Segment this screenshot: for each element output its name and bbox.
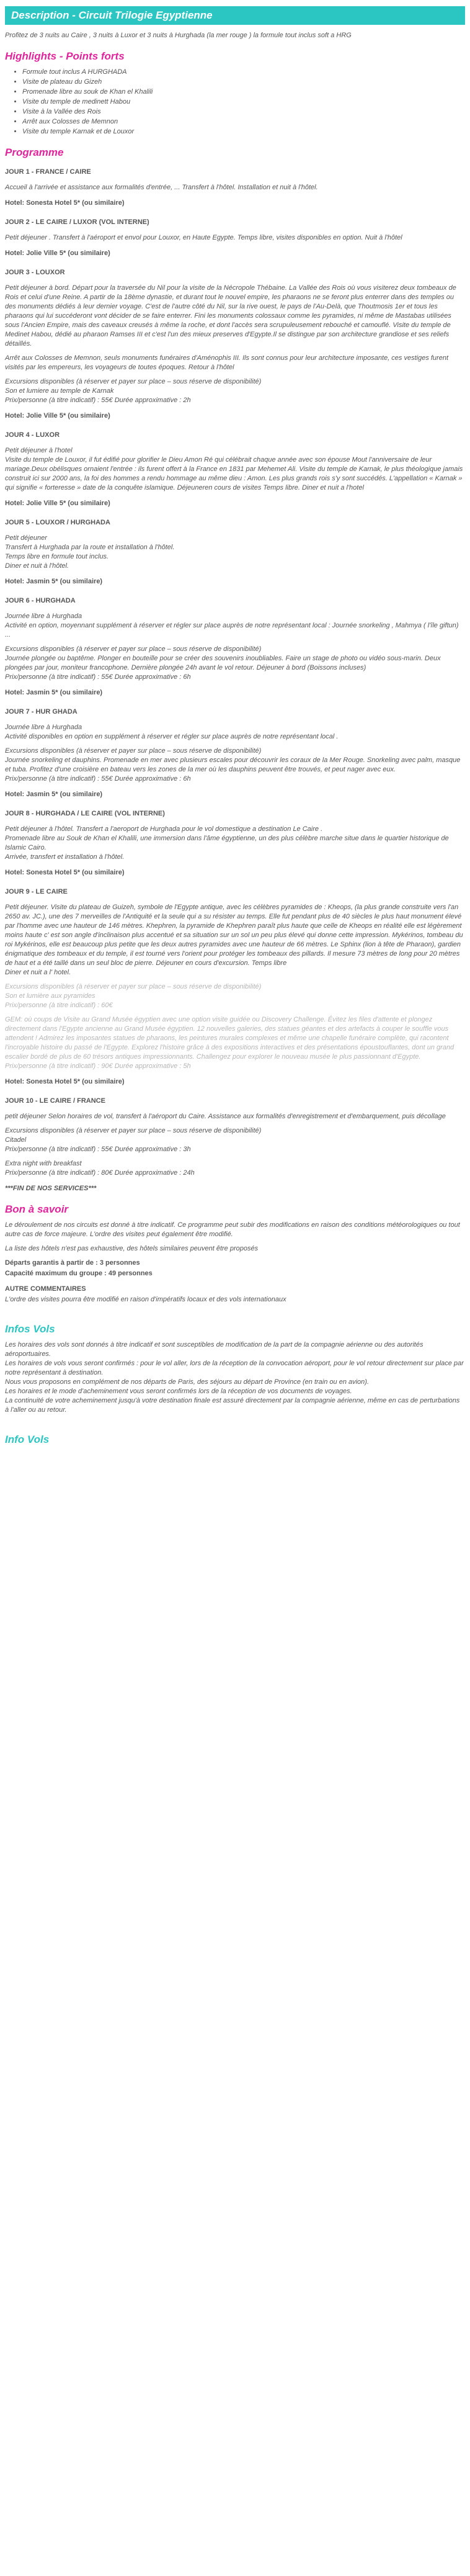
faded-excursion: Excursions disponibles (à réserver et payer sur place – sous réserve de disponibilité) Son et lumière aux pyramides Prix/personne (à titre indicatif) : 60€ — [5, 983, 262, 1009]
day-paragraph: Journée libre à Hurghada Activité en option, moyennant supplément à réserver et régler sur place auprès de notre représentant local : Journée snorkeling , Mahmya ( l'île giftun) ... — [5, 613, 459, 639]
day-title: JOUR 10 - LE CAIRE / FRANCE — [5, 1097, 105, 1105]
day-hotel: Hotel: Jolie Ville 5* (ou similaire) — [5, 249, 110, 257]
programme-day — [5, 707, 465, 799]
day-hotel: Hotel: Jolie Ville 5* (ou similaire) — [5, 500, 110, 507]
day-paragraph: Excursions disponibles (à réserver et payer sur place – sous réserve de disponibilité) Son et lumiere au temple de Karnak Prix/personne (à titre indicatif) : 55€ Durée approximative : 2h — [5, 378, 262, 404]
day-paragraph: Excursions disponibles (à réserver et payer sur place – sous réserve de disponibilité) Citadel Prix/personne (à titre indicatif) : 55€ Durée approximative : 3h — [5, 1127, 262, 1153]
day-title: JOUR 4 - LUXOR — [5, 431, 60, 439]
list-item: • Formule tout inclus A HURGHADA — [22, 68, 465, 77]
list-item: • Arrêt aux Colosses de Memnon — [22, 117, 465, 127]
day-paragraph: Extra night with breakfast Prix/personne (à titre indicatif) : 80€ Durée approximative : 24h — [5, 1160, 195, 1177]
infos-vols-text: Les horaires des vols sont donnés à titre indicatif et sont susceptibles de modification de la part de la compagnie aérienne ou des autorités aéroportuaires. Les horaires de vols vous seront confirmés : pour le vol aller, lors de la réception de la convocation aéroport, pour le vol retour directement sur place par notre représentant à destination. Nous vous proposons en complément de nos départs de Paris, des séjours au départ de Province (en train ou en avion). Les horaires et le mode d'acheminement vous seront confirmés lors de la réception de vos documents de voyages. La continuité de votre acheminement jusqu'à votre destination finale est assuré directement par la compagnie aérienne, même en cas de perturbations à l'aller ou au retour. — [5, 1341, 464, 1414]
day-paragraph: Excursions disponibles (à réserver et payer sur place – sous réserve de disponibilité) Journée plongée ou baptême. Plonger en bouteille pour se créer des souvenirs inoubliables. Faire un stage de photo ou vidéo sous-marin. Deux plongées par jour, moniteur francophone. Dernière plongée 24h avant le vol retour. Déjeuner à bord (Boissons incluses) Prix/personne (à titre indicatif) : 55€ Durée approximative : 6h — [5, 645, 441, 681]
day-title: JOUR 1 - FRANCE / CAIRE — [5, 168, 91, 176]
programme-heading: Programme — [5, 146, 64, 158]
list-item: • Promenade libre au souk de Khan el Khalili — [22, 88, 465, 97]
day-title: JOUR 7 - HUR GHADA — [5, 708, 78, 716]
day-hotel: Hotel: Jasmin 5* (ou similaire) — [5, 578, 103, 585]
highlights-list — [5, 68, 465, 137]
programme-day — [5, 809, 465, 877]
day-paragraph: petit déjeuner Selon horaires de vol, transfert à l'aéroport du Caire. Assistance aux formalités d'enregistrement et d'embarquement, puis décollage — [5, 1113, 446, 1120]
highlights-heading: Highlights - Points forts — [5, 50, 125, 62]
content — [0, 31, 470, 1446]
programme-day — [5, 168, 465, 208]
bon-a-savoir-heading: Bon à savoir — [5, 1203, 69, 1215]
faded-excursion: GEM: où coups de Visite au Grand Musée égyptien avec une option visite guidée ou Discovery Challenge. Évitez les files d'attente et plongez directement dans l'Egypte ancienne au Grand Musée égyptien. 12 nouvelles galeries, des statues géantes et des artefacts à couper le souffle vous attendent ! Admirez les imposantes statues de pharaons, les peintures murales complexes et même une chapelle funéraire complète, qui racontent l'incroyable histoire du passé de l'Egypte. Explorez l'histoire grâce à des expositions interactives et des présentations époustouflantes, dont un grand escalier bordé de plus de 60 trésors antiques impressionnants. Challengez pour explorer le nouveau musée le plus passionnant d'Egypte. Prix/personne (à titre indicatif) : 90€ Durée approximative : 5h — [5, 1016, 454, 1070]
day-paragraph: Petit déjeuner à l'hotel Visite du temple de Louxor, il fut édifié pour glorifier le Dieu Amon Ré qui célébrait chaque année avec son épouse Mout l'anniversaire de leur mariage.Deux obélisques ornaient l'entrée : ils furent offert à la France en 1831 par Mehemet Ali. Visite du temple de Karnak, le plus théologique jamais construit ici sur 2000 ans, la foi des hommes a rendu hommage au même dieu : Amon. Les plus grands rois s'y sont succédés. L'appellation « Karnak » qui signifie « forteresse » date de la conquête islamique. Déjeuneren cours de visites Temps libre. Diner et nuit a l'hotel — [5, 447, 463, 491]
day-title: JOUR 9 - LE CAIRE — [5, 888, 68, 895]
day-paragraph: Petit déjeuner Transfert à Hurghada par la route et installation à l'hôtel. Temps libre en formule tout inclus. Diner et nuit à l'hôtel. — [5, 534, 175, 570]
programme-day — [5, 596, 465, 698]
end-of-services: ***FIN DE NOS SERVICES*** — [5, 1185, 97, 1192]
programme-days — [5, 168, 465, 1178]
day-title: JOUR 5 - LOUXOR / HURGHADA — [5, 519, 110, 526]
programme-day — [5, 268, 465, 421]
infos-vols-heading: Infos Vols — [5, 1323, 55, 1335]
bon-a-savoir-text: Le déroulement de nos circuits est donné à titre indicatif. Ce programme peut subir des modifications en raison des conditions météorologiques ou tout autre cas de force majeure. L'ordre des visites peut également être modifié. — [5, 1221, 460, 1238]
programme-day — [5, 887, 465, 1087]
day-hotel: Hotel: Sonesta Hotel 5* (ou similaire) — [5, 199, 125, 207]
day-title: JOUR 8 - HURGHADA / LE CAIRE (VOL INTERNE) — [5, 810, 165, 817]
list-item: • Visite du temple de medinett Habou — [22, 97, 465, 107]
list-item: • Visite de plateau du Gizeh — [22, 78, 465, 87]
other-comments-title: AUTRE COMMENTAIRES — [5, 1285, 86, 1293]
day-hotel: Hotel: Jasmin 5* (ou similaire) — [5, 689, 103, 696]
programme-day — [5, 218, 465, 258]
programme-day — [5, 1097, 465, 1178]
day-paragraph: Journée libre à Hurghada Activité disponibles en option en supplément à réserver et régler sur place auprès de notre représentant local . — [5, 724, 339, 740]
info-vols-heading: Info Vols — [5, 1434, 50, 1445]
day-paragraph: Petit déjeuner à bord. Départ pour la traversée du Nil pour la visite de la Nécropole Thébaine. La Vallée des Rois où vous visiterez deux tombeaux de Rois et celui d'une Reine. A partir de la 18ème dynastie, et durant tout le nouvel empire, les pharaons ne se feront plus enterrer dans des temples ou des monuments dédiés à leur dernier voyage. C'est de l'autre côté du Nil, sur la rive ouest, le pays de l'Au-Delà, que Thoutmosis 1er et tous les pharaons qui lui succéderont vont décider de se faire enterrer. Fini les monuments colossaux comme les pyramides, ni même de Mastabas utilisées sous l'Ancien Empire, mais des caveaux creusés à même la roche, et dont l'accès sera scrupuleusement rebouché et camouflé. Visite du temple de Medinet Habou, dédié au pharaon Ramses III et c'est l'un des mieux preserves d'Egypte.Il se distingue par son architecture grandiose et ses reliefs détaillés. — [5, 284, 456, 348]
page-title: Description - Circuit Trilogie Egyptienne — [5, 6, 465, 25]
day-paragraph: Arrêt aux Colosses de Memnon, seuls monuments funéraires d'Aménophis III. Ils sont connus pour leur architecture imposante, ces vestiges furent visités par les empereurs, les voyageurs de toutes époques. Retour à l'hôtel — [5, 354, 449, 371]
day-title: JOUR 2 - LE CAIRE / LUXOR (VOL INTERNE) — [5, 218, 149, 226]
group-capacity: Capacité maximum du groupe : 49 personnes — [5, 1270, 153, 1277]
programme-day — [5, 518, 465, 586]
intro-text: Profitez de 3 nuits au Caire , 3 nuits à Luxor et 3 nuits à Hurghada (la mer rouge ) la formule tout inclus soft a HRG — [5, 32, 352, 39]
other-comments-text: L'ordre des visites pourra être modifié en raison d'impératifs locaux et des vols internationaux — [5, 1296, 286, 1303]
departures-guaranteed: Départs garantis à partir de : 3 personnes — [5, 1259, 140, 1267]
day-hotel: Hotel: Sonesta Hotel 5* (ou similaire) — [5, 869, 125, 876]
day-title: JOUR 6 - HURGHADA — [5, 597, 76, 604]
day-paragraph: Petit déjeuner . Transfert à l'aéroport et envol pour Louxor, en Haute Egypte. Temps libre, visites disponibles en option. Nuit à l'hôtel — [5, 234, 402, 241]
list-item: • Visite à la Vallée des Rois — [22, 107, 465, 117]
day-paragraph: Petit déjeuner. Visite du plateau de Guizeh, symbole de l'Egypte antique, avec les célèbres pyramides de : Kheops, (la plus grande construite vers l'an 2650 av. JC.), une des 7 merveilles de l'Antiquité et la seule qui a su résister au temps. Elle fut pendant plus de 40 siècles le plus haut monument élevé par l'homme avec une hauteur de 146 mètres. Khephren, la pyramide de Khephren paraît plus haute que celle de Kheops en réalité elle est légèrement moins haute c' est son angle d'inclinaison plus accentué et sa situation sur un sol un peu plus élevé qui donne cette impression. Mykérinos, tombeau du roi Mykérinos, elle est beaucoup plus petite que les deux autres pyramides avec une hauteur de 66 mètres. Le Sphinx (lion à tête de Pharaon), gardien énigmatique des tombeaux et du temple, il est tourné vers l'orient pour protéger les tombeaux des pillards. Il mesure 73 mètres de long pour 20 mètres de haut et a été taillé dans un seul bloc de pierre. Déjeuner en cours d'excursion. Temps libre Diner et nuit a l' hotel. — [5, 904, 463, 976]
day-paragraph: Accueil à l'arrivée et assistance aux formalités d'entrée, ... Transfert à l'hôtel. Installation et nuit à l'hôtel. — [5, 184, 318, 191]
programme-day — [5, 431, 465, 508]
day-hotel: Hotel: Sonesta Hotel 5* (ou similaire) — [5, 1078, 125, 1085]
day-paragraph: Excursions disponibles (à réserver et payer sur place – sous réserve de disponibilité) Journée snorkeling et dauphins. Promenade en mer avec plusieurs escales pour découvrir les coraux de la Mer Rouge. Snorkeling avec palm, masque et tuba. Profitez d'une croisière en bateau vers les zones de la mer où les dauphins peuvent être trouvés, et peut nager avec eux. Prix/personne (à titre indicatif) : 55€ Durée approximative : 6h — [5, 747, 461, 783]
list-item: • Visite du temple Karnak et de Louxor — [22, 127, 465, 137]
day-title: JOUR 3 - LOUXOR — [5, 269, 65, 276]
day-hotel: Hotel: Jolie Ville 5* (ou similaire) — [5, 412, 110, 420]
day-hotel: Hotel: Jasmin 5* (ou similaire) — [5, 791, 103, 798]
hotels-note: La liste des hôtels n'est pas exhaustive, des hôtels similaires peuvent être proposés — [5, 1245, 259, 1252]
day-paragraph: Petit déjeuner à l'hôtel. Transfert a l'aeroport de Hurghada pour le vol domestique a destination Le Caire . Promenade libre au Souk de Khan el Khalili, une immersion dans l'âme égyptienne, un des plus célèbre marche situe dans le quartier historique de Islamic Cairo. Arrivée, transfert et installation à l'hôtel. — [5, 825, 449, 861]
